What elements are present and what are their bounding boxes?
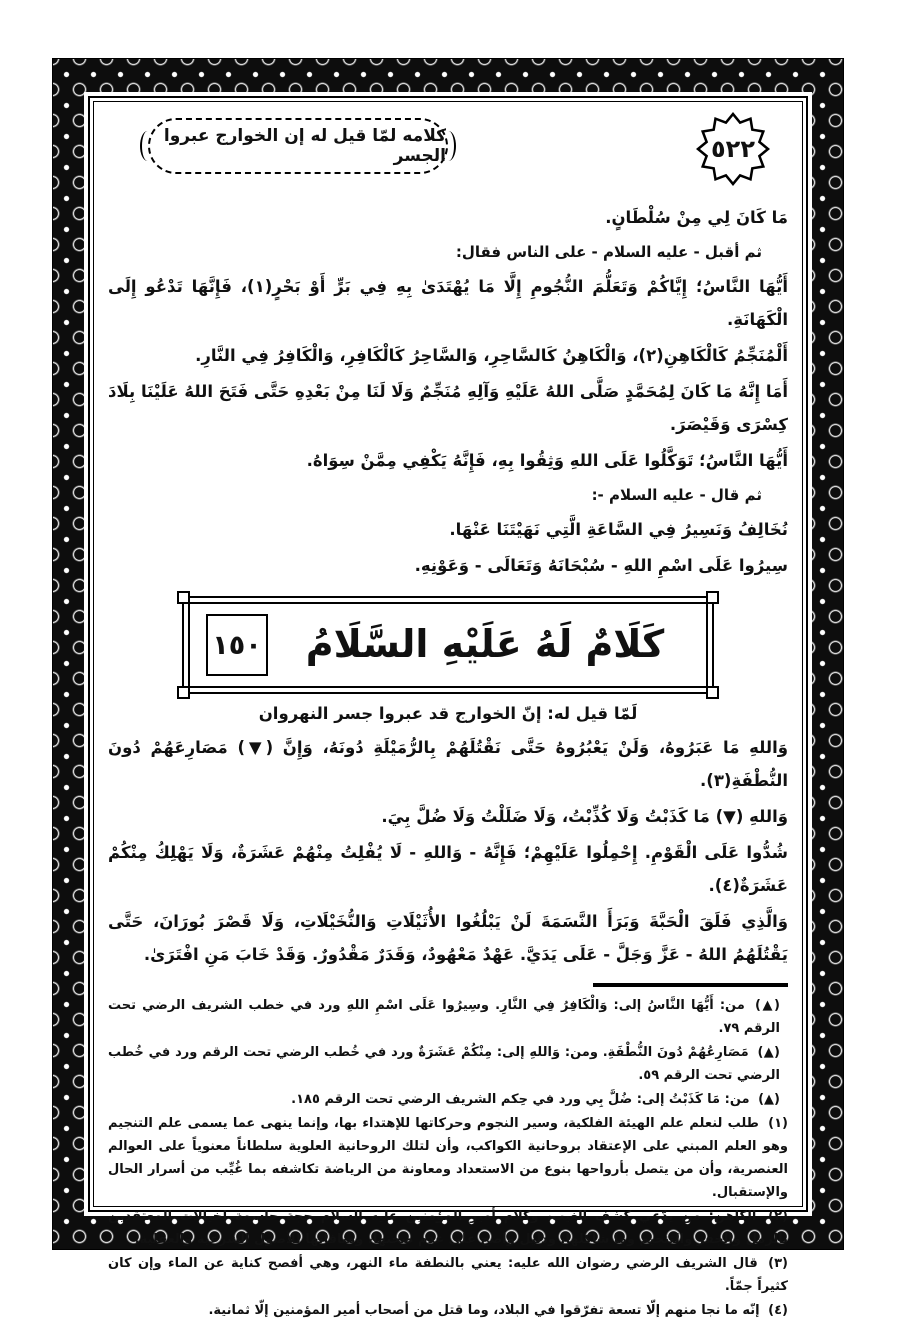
numbered-footnote-text: إنّه ما نجا منهم إلّا تسعة تفرّقوا في البلاد، وما قتل من أصحاب أمير المؤمنين إلّا ثمانية.: [208, 1302, 760, 1318]
sermon-title-box: [182, 596, 714, 694]
numbered-footnote-text: طلب لنعلم علم الهيئة الفلكية، وسير النجوم وحركاتها للإهتداء بها، وإنما ينهى عما يسمى علم التنجيم وهو العلم المبني على الإعتقاد بروحانية الكواكب، وأن لتلك الروحانية العلوية سلطاناً معنوياً على العوالم العنصرية، وأن من يتصل بأرواحها بنوع من الاستعداد ومعاونة من الرياضة تكاشفه بما غُيِّب من أسرار الحال والإستقبال.: [108, 1115, 788, 1200]
variant-footnote: [108, 1088, 788, 1111]
footnote-number: (١): [768, 1115, 788, 1131]
triangle-up-icon: (▲): [758, 1091, 780, 1107]
footnote-number: (٤): [768, 1302, 788, 1318]
outer-rule-frame: [88, 96, 808, 1318]
footnote-number: (٢): [768, 1208, 788, 1224]
variant-footnote-text: مَصَارِعُهُمْ دُونَ النُّطْفَةِ. ومن: وَاللهِ إلى: مِنْكُمْ عَشَرَةٌ ورد في خُطب الرضي تحت الرقم ورد في خُطب الرضي تحت الرقم ٥٩.: [108, 1044, 780, 1083]
triangle-up-icon: (▲): [757, 1044, 780, 1060]
speech-line: سِيرُوا عَلَى اسْمِ اللهِ - سُبْحَانَهُ وَتَعَالَى - وَعَوْنِهِ.: [414, 556, 788, 575]
sermon-paragraph: شُدُّوا عَلَى الْقَوْمِ. إِحْمِلُوا عَلَيْهِمْ؛ فَإِنَّهُ - وَاللهِ - لَا يُفْلِتُ مِنْهُمْ عَشَرَةٌ، وَلَا يَهْلِكُ مِنْكُمْ عَشَرَةٌ(٤).: [108, 843, 788, 895]
footnote-number: (٣): [768, 1255, 788, 1271]
footnote-separator: [593, 983, 788, 987]
sermon-title: كَلَامٌ لَهُ عَلَيْهِ السَّلَامُ: [305, 622, 665, 667]
page-number-badge: [696, 112, 770, 186]
narrator-line: ثم أقبل - عليه السلام - على الناس فقال:: [455, 243, 762, 261]
numbered-footnote: [108, 1205, 788, 1251]
corner-tab-icon: [706, 686, 719, 699]
numbered-footnote-text: الكاهن: من يدّعي كشف الغيب، وكلام أمير المؤمنين عليه السلام حجة حاسمة لخيالات المعتقدين بالرمل والجفر والتنجيم وما شاكلها، ودليل واضح على عدم صحتها، ومنافاتها للأصول الشرعية والعقلية.: [108, 1208, 788, 1247]
narrator-line: ثم قال - عليه السلام -:: [591, 486, 762, 504]
variant-footnote-text: من: أَيُّهَا النَّاسُ إلى: وَالْكَافِرُ فِي النَّارِ. وسِيرُوا عَلَى اسْمِ اللهِ ورد في خطب الشريف الرضي تحت الرقم ٧٩.: [108, 997, 780, 1036]
sermon-paragraph: وَالَّذِي فَلَقَ الْحَبَّةَ وَبَرَأَ النَّسَمَةَ لَنْ يَبْلُغُوا الأُثَيْلَاتِ وَالنُّخَيْلَاتِ، وَلَا قَصْرَ بُورَانَ، حَتَّى يَقْتُلَهُمُ اللهُ - عَزَّ وَجَلَّ - عَلَى يَدَيَّ. عَهْدٌ مَعْهُودٌ، وَقَدَرٌ مَقْدُورٌ. وَقَدْ خَابَ مَنِ افْتَرَىٰ.: [108, 912, 788, 964]
variant-footnote: [108, 994, 788, 1040]
header-cartouche: [148, 118, 448, 174]
variant-footnote: [108, 1041, 788, 1087]
numbered-footnote: [108, 1112, 788, 1204]
corner-tab-icon: [706, 591, 719, 604]
speech-line: أَلْمُنَجِّمُ كَالْكَاهِنِ(٢)، وَالْكَاهِنُ كَالسَّاحِرِ، وَالسَّاحِرُ كَالْكَافِرِ، وَالْكَافِرُ فِي النَّارِ.: [195, 346, 788, 365]
variant-footnote-text: من: مَا كَذَبْتُ إلى: ضُلَّ بِي ورد في حِكم الشريف الرضي تحت الرقم ١٨٥.: [291, 1091, 750, 1107]
speech-line: أَيُّهَا النَّاسُ؛ تَوَكَّلُوا عَلَى اللهِ وَثِقُوا بِهِ، فَإِنَّهُ يَكْفِي مِمَّنْ سِوَاهُ.: [306, 451, 788, 470]
inner-rule-frame: [93, 101, 803, 1318]
triangle-up-icon: (▲): [754, 997, 781, 1013]
speech-line: مَا كَانَ لِي مِنْ سُلْطَانٍ.: [605, 208, 788, 227]
page-paper: [84, 92, 812, 1318]
speech-line: أَيُّهَا النَّاسُ؛ إِيَّاكُمْ وَتَعَلُّمَ النُّجُومِ إِلَّا مَا يُهْتَدَىٰ بِهِ فِي بَرٍّ أَوْ بَحْرٍ(١)، فَإِنَّهَا تَدْعُو إِلَى الْكَهَانَةِ.: [108, 277, 788, 329]
sermon-box-inner-frame: [188, 602, 708, 688]
sermon-intro: لَمّا قيل له: إنّ الخوارج قد عبروا جسر النهروان: [258, 704, 638, 723]
cartouche-label: كلامه لمّا قيل له إن الخوارج عبروا الجسر: [163, 126, 446, 166]
sermon-paragraph: وَاللهِ مَا عَبَرُوهُ، وَلَنْ يَعْبُرُوهُ حَتَّى نَقْتُلَهُمْ بِالرُّمَيْلَةِ دُونَهُ، وَإِنَّ (▼) مَصَارِعَهُمْ دُونَ النُّطْفَةِ(٣).: [108, 738, 788, 790]
page-header: [108, 110, 788, 198]
page-content: [94, 102, 802, 1318]
corner-tab-icon: [177, 591, 190, 604]
speech-line: نُخَالِفُ وَنَسِيرُ فِي السَّاعَةِ الَّتِي نَهَيْتَنَا عَنْهَا.: [449, 520, 788, 539]
ornamental-border-frame: [52, 58, 844, 1318]
numbered-footnote: [108, 1252, 788, 1298]
sermon-number-box: [206, 614, 268, 676]
speech-line: أَمَا إِنَّهُ مَا كَانَ لِمُحَمَّدٍ صَلَّى اللهُ عَلَيْهِ وَآلِهِ مُنَجِّمٌ وَلَا لَنَا مِنْ بَعْدِهِ حَتَّى فَتَحَ اللهُ عَلَيْنَا بِلَادَ كِسْرَى وَقَيْصَرَ.: [108, 382, 788, 434]
corner-tab-icon: [177, 686, 190, 699]
numbered-footnote: [108, 1299, 788, 1322]
sermon-number: ١٥٠: [212, 629, 262, 661]
page-number: ٥٢٢: [711, 135, 755, 163]
sermon-box-outer-frame: [182, 596, 714, 694]
numbered-footnote-text: قال الشريف الرضي رضوان الله عليه: يعني بالنطفة ماء النهر، وهي أفصح كناية عن الماء وإن كان كثيراً جمّاً.: [108, 1255, 788, 1294]
sermon-paragraph: وَاللهِ (▼) مَا كَذَبْتُ وَلَا كُذِّبْتُ، وَلَا ضَلَلْتُ وَلَا ضُلَّ بِيَ.: [381, 807, 788, 826]
